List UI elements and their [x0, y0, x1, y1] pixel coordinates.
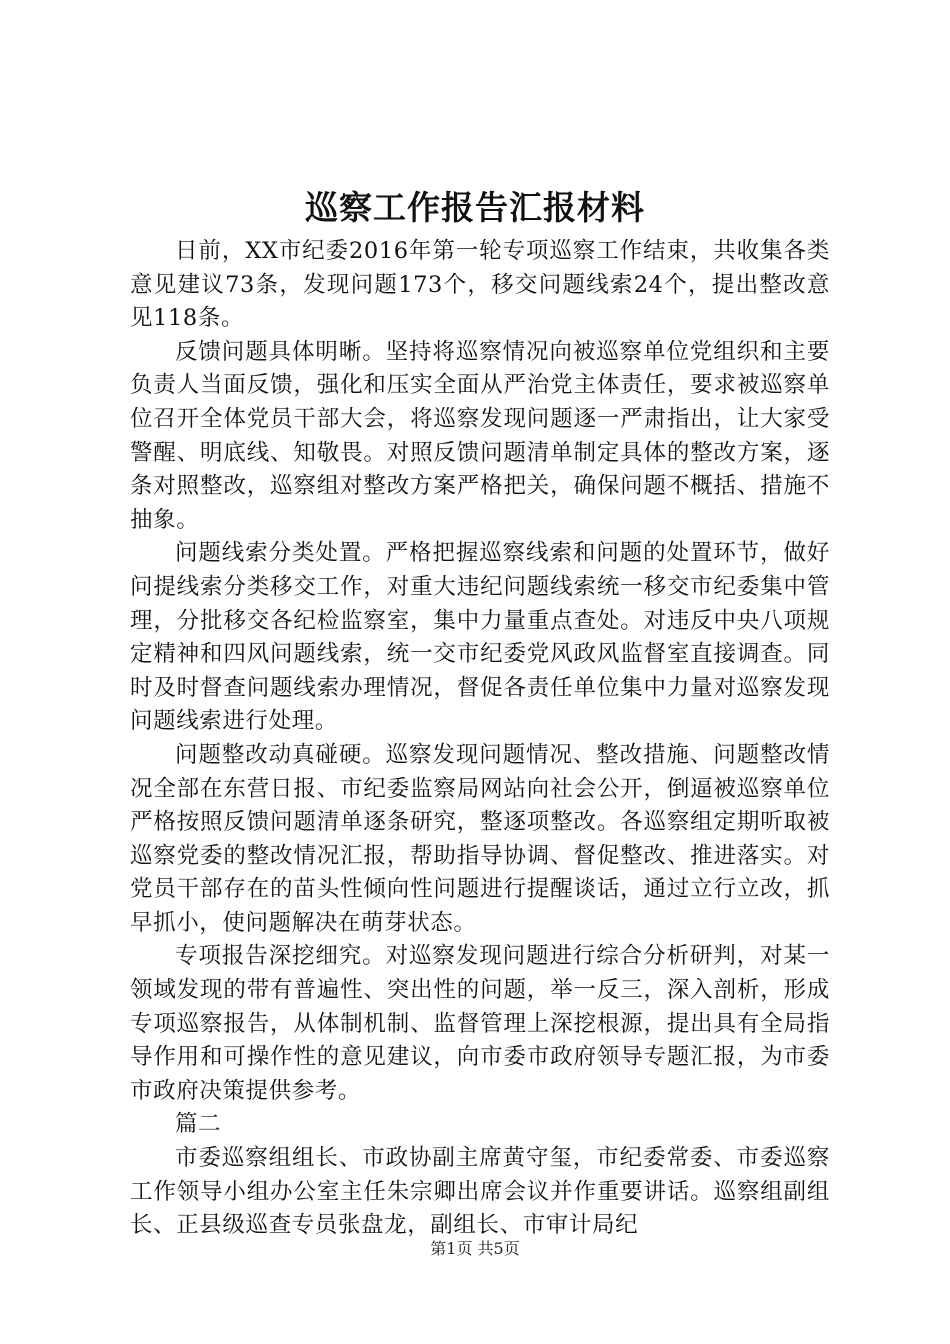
paragraph-2: 反馈问题具体明晰。坚持将巡察情况向被巡察单位党组织和主要负责人当面反馈，强化和压实全面从严治党主体责任，要求被巡察单位召开全体党员干部大会，将巡察发现问题逐一严肃指出，让大家受警醒、明底线、知敬畏。对照反馈问题清单制定具体的整改方案，逐条对照整改，巡察组对整改方案严格把关，确保问题不概括、措施不抽象。 [130, 338, 830, 533]
page-footer: 第1页 共5页 [430, 1239, 520, 1258]
paragraph-1: 日前，XX市纪委2016年第一轮专项巡察工作结束，共收集各类意见建议73条，发现问题173个，移交问题线索24个，提出整改意见118条。 [130, 238, 830, 332]
section-heading-part-two: 篇二 [175, 1111, 222, 1138]
paragraph-4: 问题整改动真碰硬。巡察发现问题情况、整改措施、问题整改情况全部在东营日报、市纪委监察局网站向社会公开，倒逼被巡察单位严格按照反馈问题清单逐条研究，整逐项整改。各巡察组定期听取被巡察党委的整改情况汇报，帮助指导协调、督促整改、推进落实。对党员干部存在的苗头性倾向性问题进行提醒谈话，通过立行立改，抓早抓小，使问题解决在萌芽状态。 [130, 741, 830, 936]
paragraph-3: 问题线索分类处置。严格把握巡察线索和问题的处置环节，做好问提线索分类移交工作，对重大违纪问题线索统一移交市纪委集中管理，分批移交各纪检监察室，集中力量重点查处。对违反中央八项规定精神和四风问题线索，统一交市纪委党风政风监督室直接调查。同时及时督查问题线索办理情况，督促各责任单位集中力量对巡察发现问题线索进行处理。 [130, 540, 830, 735]
document-title: 巡察工作报告汇报材料 [305, 188, 645, 227]
document-body [130, 235, 830, 1243]
paragraph-6: 市委巡察组组长、市政协副主席黄守玺，市纪委常委、市委巡察工作领导小组办公室主任朱宗卿出席会议并作重要讲话。巡察组副组长、正县级巡查专员张盘龙，副组长、市审计局纪 [130, 1145, 830, 1239]
paragraph-5: 专项报告深挖细究。对巡察发现问题进行综合分析研判，对某一领域发现的带有普遍性、突出性的问题，举一反三，深入剖析，形成专项巡察报告，从体制机制、监督管理上深挖根源，提出具有全局指导作用和可操作性的意见建议，向市委市政府领导专题汇报，为市委市政府决策提供参考。 [130, 943, 830, 1104]
